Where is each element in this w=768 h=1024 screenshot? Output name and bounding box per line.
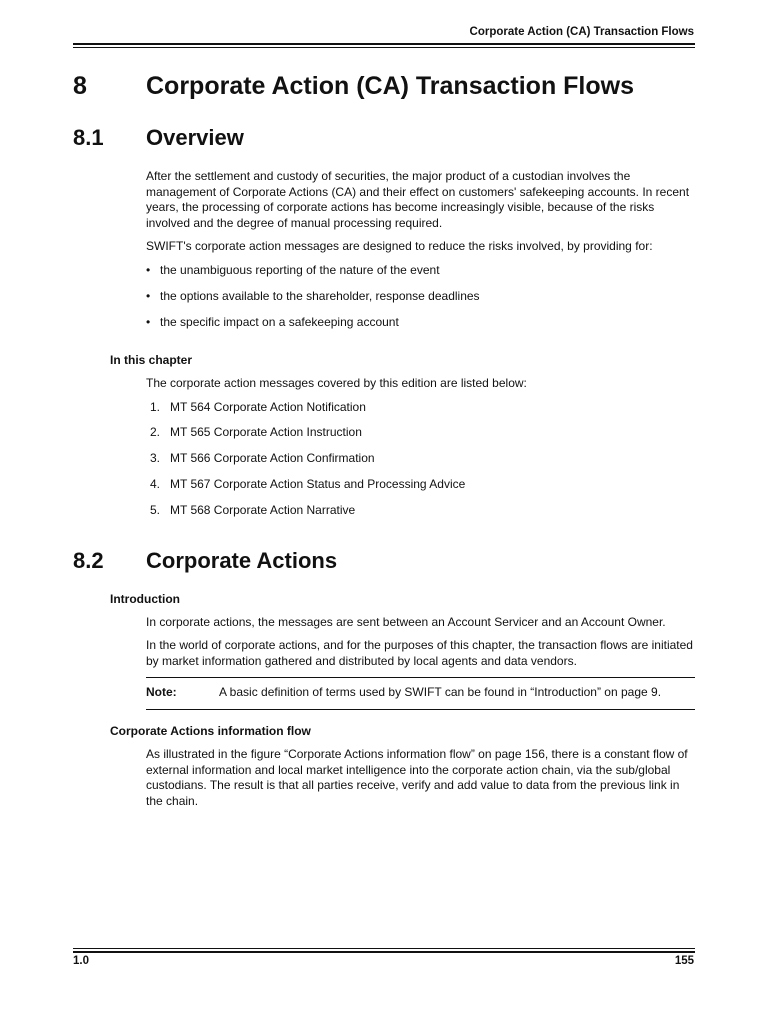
- info-flow-paragraph: As illustrated in the figure “Corporate Actions information flow” on page 156, there is a constant flow of external information and local market intelligence into the corporate action chain, via the sub/global custodians. The result is that all parties receive, verify and add value to data from the previous link in the chain.: [146, 747, 688, 808]
- in-this-chapter-intro: The corporate action messages covered by this edition are listed below:: [146, 376, 527, 390]
- note-rule-top: [146, 677, 695, 678]
- introduction-paragraph-2: In the world of corporate actions, and for the purposes of this chapter, the transaction flows are initiated by market information gathered and distributed by local agents and data vendors.: [146, 638, 693, 668]
- message-list-item: [150, 400, 366, 414]
- list-number: 5.: [150, 503, 161, 517]
- footer-page-number: 155: [674, 955, 694, 967]
- list-number: 3.: [150, 451, 161, 465]
- section-title-overview: Overview: [146, 125, 244, 150]
- note-rule-bottom: [146, 709, 695, 710]
- list-text: MT 566 Corporate Action Confirmation: [170, 451, 375, 465]
- list-text: MT 567 Corporate Action Status and Processing Advice: [170, 477, 466, 491]
- chapter-title: Corporate Action (CA) Transaction Flows: [146, 72, 635, 100]
- note-text: A basic definition of terms used by SWIFT can be found in “Introduction” on page 9.: [219, 685, 662, 699]
- bullet-item: [146, 263, 440, 277]
- introduction-paragraph-1: In corporate actions, the messages are sent between an Account Servicer and an Account Owner.: [146, 615, 666, 629]
- bullet-text: the unambiguous reporting of the nature of the event: [160, 263, 440, 277]
- message-list-item: [150, 477, 465, 491]
- footer-rule-thick: [73, 951, 695, 953]
- list-number: 2.: [150, 425, 161, 439]
- chapter-number: 8: [73, 72, 87, 100]
- bullet-marker: •: [146, 289, 151, 303]
- list-number: 1.: [150, 400, 161, 414]
- header-rule-thick: [73, 43, 695, 45]
- list-text: MT 568 Corporate Action Narrative: [170, 503, 356, 517]
- list-text: MT 564 Corporate Action Notification: [170, 400, 366, 414]
- info-flow-heading: Corporate Actions information flow: [110, 724, 311, 738]
- in-this-chapter-heading: In this chapter: [110, 353, 193, 367]
- list-number: 4.: [150, 477, 161, 491]
- overview-paragraph-1: After the settlement and custody of securities, the major product of a custodian involves the management of Corporate Actions (CA) and their effect on customers' safekeeping accounts. In recent years, the processing of corporate actions has become increasingly visible, because of the risks involved and the degree of manual processing required.: [146, 169, 690, 230]
- message-list-item: [150, 425, 362, 439]
- introduction-heading: Introduction: [110, 592, 180, 606]
- list-text: MT 565 Corporate Action Instruction: [170, 425, 362, 439]
- bullet-item: [146, 289, 480, 303]
- section-number-8-2: 8.2: [73, 548, 104, 573]
- section-number-8-1: 8.1: [73, 125, 104, 150]
- header-rule-thin: [73, 47, 695, 48]
- bullet-marker: •: [146, 263, 151, 277]
- section-title-corporate-actions: Corporate Actions: [146, 548, 338, 573]
- bullet-marker: •: [146, 315, 151, 329]
- footer-rule-thin: [73, 948, 695, 949]
- message-list-item: [150, 503, 355, 517]
- running-header-title: Corporate Action (CA) Transaction Flows: [469, 26, 694, 38]
- bullet-text: the specific impact on a safekeeping account: [160, 315, 399, 329]
- footer-version: 1.0: [73, 955, 89, 967]
- bullet-text: the options available to the shareholder, response deadlines: [160, 289, 480, 303]
- message-list-item: [150, 451, 375, 465]
- note-label: Note:: [146, 685, 177, 699]
- bullet-item: [146, 315, 399, 329]
- overview-paragraph-2: SWIFT's corporate action messages are designed to reduce the risks involved, by providing for:: [146, 239, 653, 253]
